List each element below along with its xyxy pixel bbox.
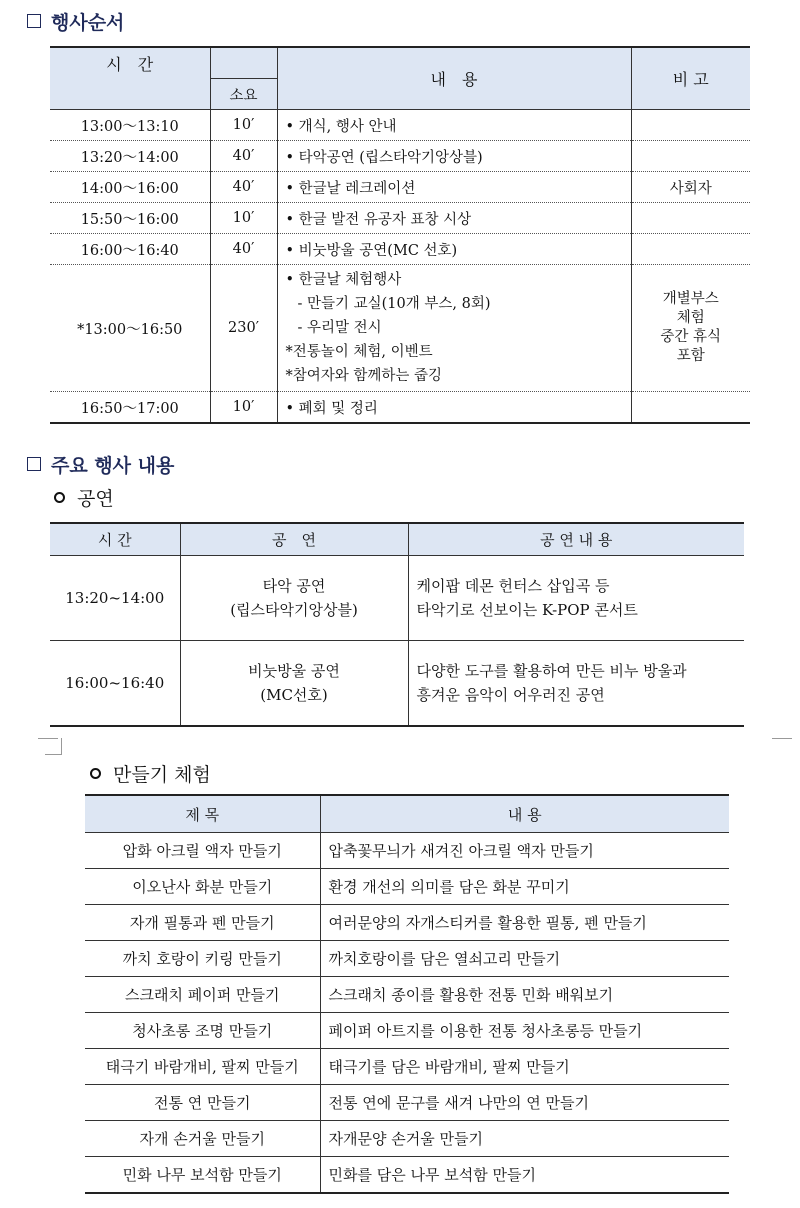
row-time: 14:00～16:00 (50, 172, 210, 203)
table-row (85, 1085, 729, 1121)
row-duration: 10′ (210, 203, 277, 234)
header-duration: 소요 (210, 79, 277, 110)
row-title: 태극기 바람개비, 팔찌 만들기 (85, 1049, 320, 1085)
row-desc (408, 641, 744, 727)
header-title: 제 목 (85, 795, 320, 833)
row-content: • 개식, 행사 안내 (277, 110, 631, 141)
desc-line: 케이팝 데몬 헌터스 삽입곡 등 (416, 577, 610, 595)
table-row (85, 833, 729, 869)
row-note (631, 141, 750, 172)
table-row (50, 203, 750, 234)
schedule-table (50, 46, 750, 424)
desc-line: 다양한 도구를 활용하여 만든 비누 방울과 (416, 662, 687, 680)
table-row (50, 392, 750, 424)
row-time: 16:50～17:00 (80, 400, 179, 417)
table-row (50, 141, 750, 172)
row-content (277, 265, 631, 392)
subtitle-text: 만들기 체험 (113, 763, 211, 786)
row-content: 자개문양 손거울 만들기 (320, 1121, 729, 1157)
row-show (180, 556, 408, 641)
row-content: • 비눗방울 공연(MC 선호) (277, 234, 631, 265)
row-content: 환경 개선의 의미를 담은 화분 꾸미기 (320, 869, 729, 905)
row-time: 16:00~16:40 (65, 674, 165, 692)
row-title: 자개 필통과 펜 만들기 (85, 905, 320, 941)
making-subtitle (90, 760, 211, 786)
row-show (180, 641, 408, 727)
row-content: 민화를 담은 나무 보석함 만들기 (320, 1157, 729, 1194)
show-line: 타악 공연 (262, 577, 326, 595)
row-content: • 타악공연 (립스타악기앙상블) (277, 141, 631, 172)
row-content: 페이퍼 아트지를 이용한 전통 청사초롱등 만들기 (320, 1013, 729, 1049)
row-duration: 40′ (210, 234, 277, 265)
table-row (50, 234, 750, 265)
show-line: (MC선호) (260, 686, 328, 704)
page-corner-marker (772, 738, 792, 739)
making-table (85, 794, 729, 1194)
show-line: 비눗방울 공연 (248, 662, 340, 680)
table-row (85, 941, 729, 977)
table-header-row (85, 795, 729, 833)
note-line: 중간 휴식 (660, 329, 722, 345)
header-time: 시 간 (50, 47, 210, 79)
row-duration: 10′ (210, 392, 277, 424)
table-row (50, 556, 744, 641)
row-time: 15:50～16:00 (50, 203, 210, 234)
row-note: 사회자 (631, 172, 750, 203)
row-time: *13:00～16:50 (50, 265, 210, 392)
content-line: *참여자와 함께하는 줍깅 (285, 368, 443, 384)
row-duration: 40′ (210, 172, 277, 203)
row-note (631, 110, 750, 141)
table-row (50, 110, 750, 141)
table-row (50, 172, 750, 203)
row-duration: 10′ (210, 110, 277, 141)
row-time: 13:20~14:00 (50, 556, 180, 641)
circle-bullet-icon (90, 768, 101, 779)
header-content: 내 용 (320, 795, 729, 833)
content-line: - 만들기 교실(10개 부스, 8회) (297, 296, 491, 312)
row-title: 전통 연 만들기 (85, 1085, 320, 1121)
desc-line: 타악기로 선보이는 K-POP 콘서트 (416, 601, 638, 619)
header-desc: 공 연 내 용 (408, 523, 744, 556)
table-row (50, 265, 750, 392)
content-line: • 한글날 체험행사 (285, 272, 402, 288)
note-line: 포함 (676, 348, 705, 364)
row-note (631, 265, 750, 392)
row-note (631, 392, 750, 424)
row-content: 스크래치 종이를 활용한 전통 민화 배워보기 (320, 977, 729, 1013)
row-content: • 한글 발전 유공자 표창 시상 (277, 203, 631, 234)
row-note (631, 203, 750, 234)
row-duration: 230′ (210, 265, 277, 392)
main-section-title (27, 451, 174, 477)
row-desc (408, 556, 744, 641)
section-title-text: 행사순서 (51, 11, 125, 34)
row-time: 16:00～16:40 (50, 234, 210, 265)
row-title: 자개 손거울 만들기 (85, 1121, 320, 1157)
content-line: - 우리말 전시 (297, 320, 382, 336)
schedule-section-title (27, 8, 124, 34)
row-title: 민화 나무 보석함 만들기 (122, 1166, 282, 1184)
row-duration: 40′ (210, 141, 277, 172)
table-row (85, 1013, 729, 1049)
subtitle-text: 공연 (77, 487, 114, 510)
checkbox-icon (27, 457, 41, 471)
table-header-row (50, 523, 744, 556)
header-content: 내 용 (277, 47, 631, 110)
circle-bullet-icon (54, 492, 65, 503)
table-row (85, 1121, 729, 1157)
note-line: 체험 (676, 310, 705, 326)
row-content: 태극기를 담은 바람개비, 팔찌 만들기 (320, 1049, 729, 1085)
header-time-lower (50, 79, 210, 110)
table-row (85, 977, 729, 1013)
header-time: 시 간 (50, 523, 180, 556)
row-content: 전통 연에 문구를 새겨 나만의 연 만들기 (320, 1085, 729, 1121)
content-line: *전통놀이 체험, 이벤트 (285, 344, 433, 360)
row-content: 압축꽃무늬가 새겨진 아크릴 액자 만들기 (320, 833, 729, 869)
table-row (85, 1157, 729, 1194)
row-title: 청사초롱 조명 만들기 (85, 1013, 320, 1049)
row-time: 13:00～13:10 (50, 110, 210, 141)
header-note: 비 고 (631, 47, 750, 110)
show-line: (립스타악기앙상블) (230, 601, 358, 619)
row-content: • 한글날 레크레이션 (277, 172, 631, 203)
row-content: 까치호랑이를 담은 열쇠고리 만들기 (320, 941, 729, 977)
row-title: 스크래치 페이퍼 만들기 (85, 977, 320, 1013)
table-row (85, 1049, 729, 1085)
row-time: 13:20～14:00 (50, 141, 210, 172)
table-row (85, 905, 729, 941)
checkbox-icon (27, 14, 41, 28)
row-note (631, 234, 750, 265)
header-show: 공 연 (180, 523, 408, 556)
row-content: • 폐회 및 정리 (277, 392, 631, 424)
table-row (50, 641, 744, 727)
desc-line: 흥겨운 음악이 어우러진 공연 (416, 686, 605, 704)
note-line: 개별부스 (662, 291, 719, 307)
section-title-text: 주요 행사 내용 (51, 454, 175, 477)
row-content: 여러문양의 자개스티커를 활용한 필통, 펜 만들기 (320, 905, 729, 941)
row-title: 이오난사 화분 만들기 (85, 869, 320, 905)
header-time-spacer (210, 47, 277, 79)
table-row (85, 869, 729, 905)
performance-table (50, 522, 744, 727)
row-title: 까치 호랑이 키링 만들기 (85, 941, 320, 977)
page-corner-marker (45, 738, 62, 755)
performance-subtitle (54, 484, 114, 510)
row-title: 압화 아크릴 액자 만들기 (85, 833, 320, 869)
